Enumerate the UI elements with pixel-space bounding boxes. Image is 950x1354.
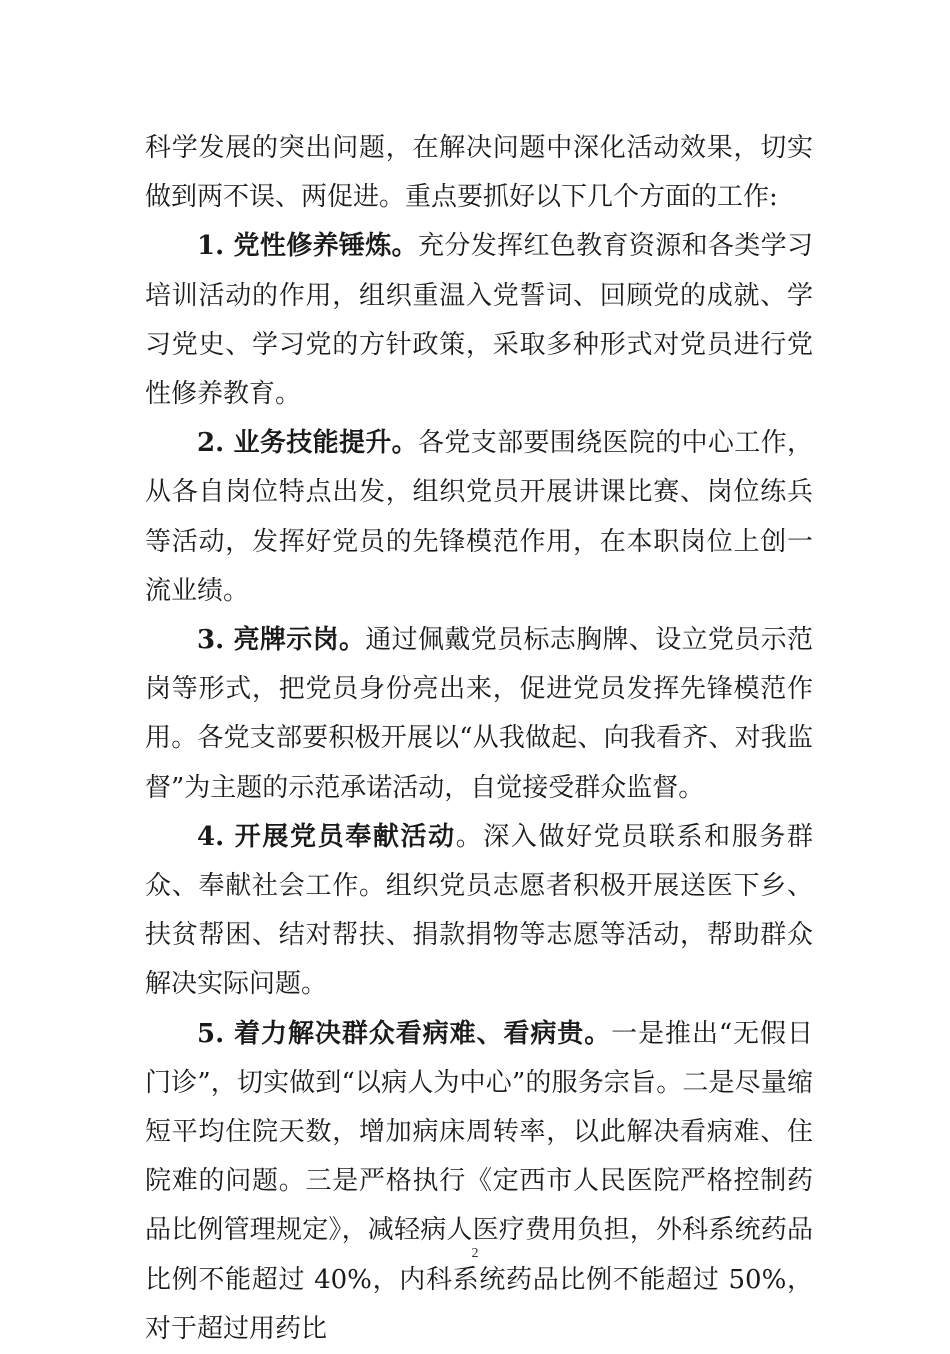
paragraph-heading: 3. 亮牌示岗。 — [197, 625, 366, 656]
paragraph-badge — [145, 616, 813, 813]
paragraph-party-spirit — [145, 222, 813, 419]
paragraph-text: 充分发挥红色教育资源和各类学习培训活动的作用，组织重温入党誓词、回顾党的成就、学习党史、学习党的方针政策，采取多种形式对党员进行党性修养教育。 — [145, 231, 813, 410]
paragraph-text: 一是推出“无假日门诊”，切实做到“以病人为中心”的服务宗旨。二是尽量缩短平均住院天数，增加病床周转率，以此解决看病难、住院难的问题。三是严格执行《定西市人民医院严格控制药品比例管理规定》，减轻病人医疗费用负担，外科系统药品比例不能超过 40%，内科系统药品比例不能超过 50%，对于超过用药比 — [145, 1018, 813, 1344]
document-body — [145, 124, 813, 1354]
paragraph-skills — [145, 419, 813, 616]
paragraph-text: 通过佩戴党员标志胸牌、设立党员示范岗等形式，把党员身份亮出来，促进党员发挥先锋模范作用。各党支部要积极开展以“从我做起、向我看齐、对我监督”为主题的示范承诺活动，自觉接受群众监督。 — [145, 625, 813, 803]
page-number: 2 — [471, 1246, 479, 1261]
paragraph-heading: 5. 着力解决群众看病难、看病贵。 — [197, 1018, 612, 1049]
paragraph-text: 科学发展的突出问题，在解决问题中深化活动效果，切实做到两不误、两促进。重点要抓好以下几个方面的工作: — [145, 133, 813, 213]
paragraph-medical-access — [145, 1010, 813, 1354]
paragraph-heading: 4. 开展党员奉献活动 — [197, 821, 456, 852]
paragraph-text: 。深入做好党员联系和服务群众、奉献社会工作。组织党员志愿者积极开展送医下乡、扶贫帮困、结对帮扶、捐款捐物等志愿等活动，帮助群众解决实际问题。 — [145, 821, 813, 1000]
paragraph-heading: 2. 业务技能提升。 — [197, 428, 419, 459]
paragraph-text: 各党支部要围绕医院的中心工作，从各自岗位特点出发，组织党员开展讲课比赛、岗位练兵等活动，发挥好党员的先锋模范作用，在本职岗位上创一流业绩。 — [145, 428, 813, 606]
paragraph-heading: 1. 党性修养锤炼。 — [197, 231, 419, 262]
paragraph-volunteer — [145, 813, 813, 1010]
paragraph-continuation — [145, 124, 813, 222]
